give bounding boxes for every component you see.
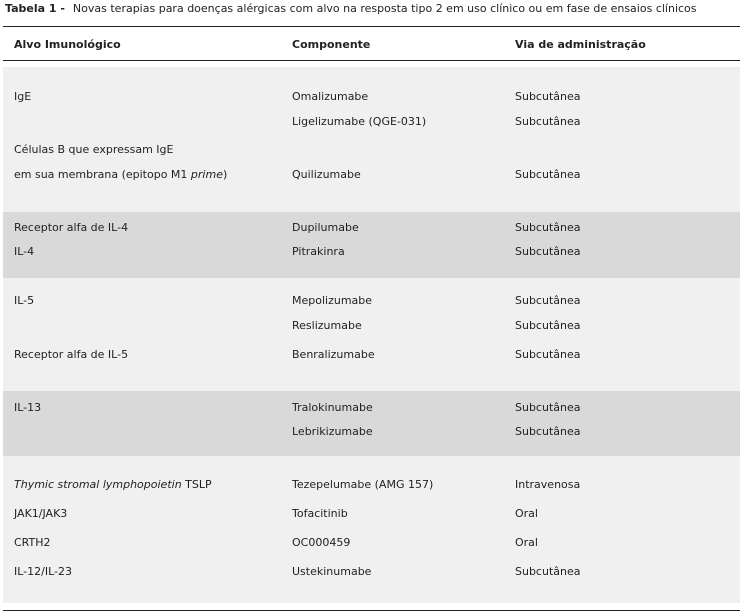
row-tralokinumabe-route: Subcutânea (515, 401, 581, 414)
row-pitrakinra-route: Subcutânea (515, 245, 581, 258)
row-tezepelumabe-component: Tezepelumabe (AMG 157) (292, 478, 434, 491)
row-oc000459-route: Oral (515, 536, 538, 549)
row-tofacitinib-component: Tofacitinib (292, 507, 348, 520)
row-ustekinumabe-route: Subcutânea (515, 565, 581, 578)
row-lebrikizumabe-component: Lebrikizumabe (292, 425, 373, 438)
row-il13-target: IL-13 (14, 401, 42, 414)
row-tofacitinib-route: Oral (515, 507, 538, 520)
bottom-rule (3, 610, 740, 611)
row-ustekinumabe-component: Ustekinumabe (292, 565, 372, 578)
table-caption (5, 2, 697, 15)
row-il4-target: IL-4 (14, 245, 35, 258)
caption-text: Novas terapias para doenças alérgicas com alvo na resposta tipo 2 em uso clínico ou em fase de ensaios clínicos (72, 2, 697, 15)
row-il5-target: IL-5 (14, 294, 35, 307)
row-dupilumabe-route: Subcutânea (515, 221, 581, 234)
row-mepolizumabe-route: Subcutânea (515, 294, 581, 307)
caption-label: Tabela 1 - (5, 2, 65, 15)
row-reslizumabe-route: Subcutânea (515, 319, 581, 332)
row-ige-route: Subcutânea (515, 90, 581, 103)
row-pitrakinra-component: Pitrakinra (292, 245, 345, 258)
row-ligelizumabe-route: Subcutânea (515, 115, 581, 128)
row-il5r-target: Receptor alfa de IL-5 (14, 348, 129, 361)
row-il12-target: IL-12/IL-23 (14, 565, 72, 578)
header-component: Componente (292, 38, 371, 51)
membrane-text-post: ) (222, 168, 228, 181)
row-tslp-target (14, 478, 212, 491)
row-il4r-target: Receptor alfa de IL-4 (14, 221, 129, 234)
membrane-text-em: prime (190, 168, 223, 181)
row-tralokinumabe-component: Tralokinumabe (292, 401, 373, 414)
row-benralizumabe-component: Benralizumabe (292, 348, 375, 361)
band-ige (3, 67, 740, 212)
row-mepolizumabe-component: Mepolizumabe (292, 294, 373, 307)
header-target: Alvo Imunológico (14, 38, 121, 51)
row-ige-component: Omalizumabe (292, 90, 369, 103)
row-crth2-target: CRTH2 (14, 536, 51, 549)
row-ige-target: IgE (14, 90, 32, 103)
row-lebrikizumabe-route: Subcutânea (515, 425, 581, 438)
row-quilizumabe-component: Quilizumabe (292, 168, 361, 181)
row-benralizumabe-route: Subcutânea (515, 348, 581, 361)
row-bcells-target: Células B que expressam IgE (14, 143, 174, 156)
header-route: Via de administração (515, 38, 646, 51)
row-reslizumabe-component: Reslizumabe (292, 319, 362, 332)
row-membrane-target (14, 168, 227, 181)
membrane-text-pre: em sua membrana (epitopo M1 (14, 168, 191, 181)
row-oc000459-component: OC000459 (292, 536, 351, 549)
row-dupilumabe-component: Dupilumabe (292, 221, 359, 234)
row-tezepelumabe-route: Intravenosa (515, 478, 581, 491)
tslp-text-post: TSLP (181, 478, 212, 491)
row-ligelizumabe-component: Ligelizumabe (QGE-031) (292, 115, 427, 128)
row-jak-target: JAK1/JAK3 (14, 507, 68, 520)
row-quilizumabe-route: Subcutânea (515, 168, 581, 181)
top-rule (3, 26, 740, 27)
tslp-text-em: Thymic stromal lymphopoietin (14, 478, 182, 491)
